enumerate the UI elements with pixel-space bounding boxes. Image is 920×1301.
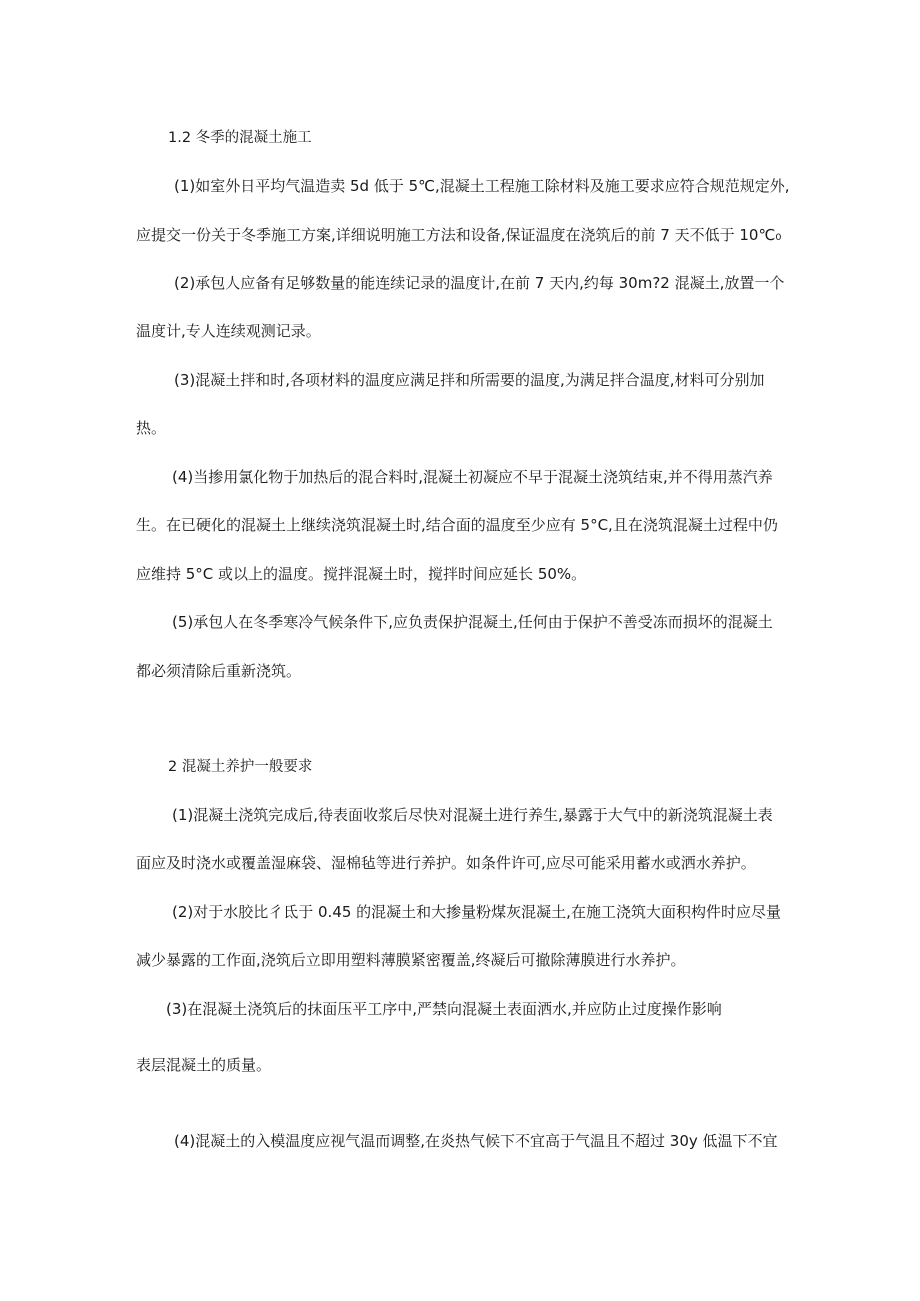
section-heading-1-2: 1.2 冬季的混凝土施工	[168, 130, 312, 146]
paragraph-line: (2)对于水胶比彳氐于 0.45 的混凝土和大掺量粉煤灰混凝土,在施工浇筑大面积构件时应尽量	[172, 903, 781, 921]
paragraph-line: 应维持 5°C 或以上的温度。搅拌混凝土时，搅拌时间应延长 50%。	[136, 565, 587, 583]
paragraph-line: (2)承包人应备有足够数量的能连续记录的温度计,在前 7 天内,约每 30m?2 混凝土,放置一个	[174, 274, 785, 292]
paragraph-line: (4)混凝土的入模温度应视气温而调整,在炎热气候下不宜高于气温且不超过 30y 低温下不宜	[174, 1132, 778, 1150]
paragraph-line: 面应及时浇水或覆盖湿麻袋、湿棉毡等进行养护。如条件许可,应尽可能采用蓄水或洒水养护。	[136, 854, 756, 872]
paragraph-line: 都必须清除后重新浇筑。	[136, 662, 302, 680]
paragraph-line: 生。在已硬化的混凝土上继续浇筑混凝土时,结合面的温度至少应有 5°C,且在浇筑混凝土过程中仍	[136, 516, 778, 534]
paragraph-line: (3)混凝土拌和时,各项材料的温度应满足拌和所需要的温度,为满足拌合温度,材料可分别加	[174, 371, 765, 389]
paragraph-line: 温度计,专人连续观测记录。	[136, 322, 321, 340]
paragraph-line: 应提交一份关于冬季施工方案,详细说明施工方法和设备,保证温度在浇筑后的前 7 天不低于 10℃₀	[136, 226, 782, 244]
paragraph-line: (1)混凝土浇筑完成后,待表面收浆后尽快对混凝土进行养生,暴露于大气中的新浇筑混凝土表	[172, 806, 773, 824]
paragraph-line: (5)承包人在冬季寒冷气候条件下,应负责保护混凝土,任何由于保护不善受冻而损坏的混凝土	[172, 613, 773, 631]
section-heading-2: 2 混凝土养护一般要求	[168, 759, 313, 775]
paragraph-line: (3)在混凝土浇筑后的抹面压平工序中,严禁向混凝土表面洒水,并应防止过度操作影响	[166, 1000, 722, 1018]
paragraph-line: 热。	[136, 419, 167, 437]
paragraph-line: 减少暴露的工作面,浇筑后立即用塑料薄膜紧密覆盖,终凝后可撤除薄膜进行水养护。	[136, 951, 686, 969]
paragraph-line: 表层混凝土的质量。	[136, 1056, 272, 1074]
paragraph-line: (4)当掺用氯化物于加热后的混合料时,混凝土初凝应不早于混凝土浇筑结束,并不得用蒸汽养	[172, 468, 773, 486]
paragraph-line: (1)如室外日平均气温造卖 5d 低于 5℃,混凝土工程施工除材料及施工要求应符合规范规定外,	[174, 177, 790, 195]
